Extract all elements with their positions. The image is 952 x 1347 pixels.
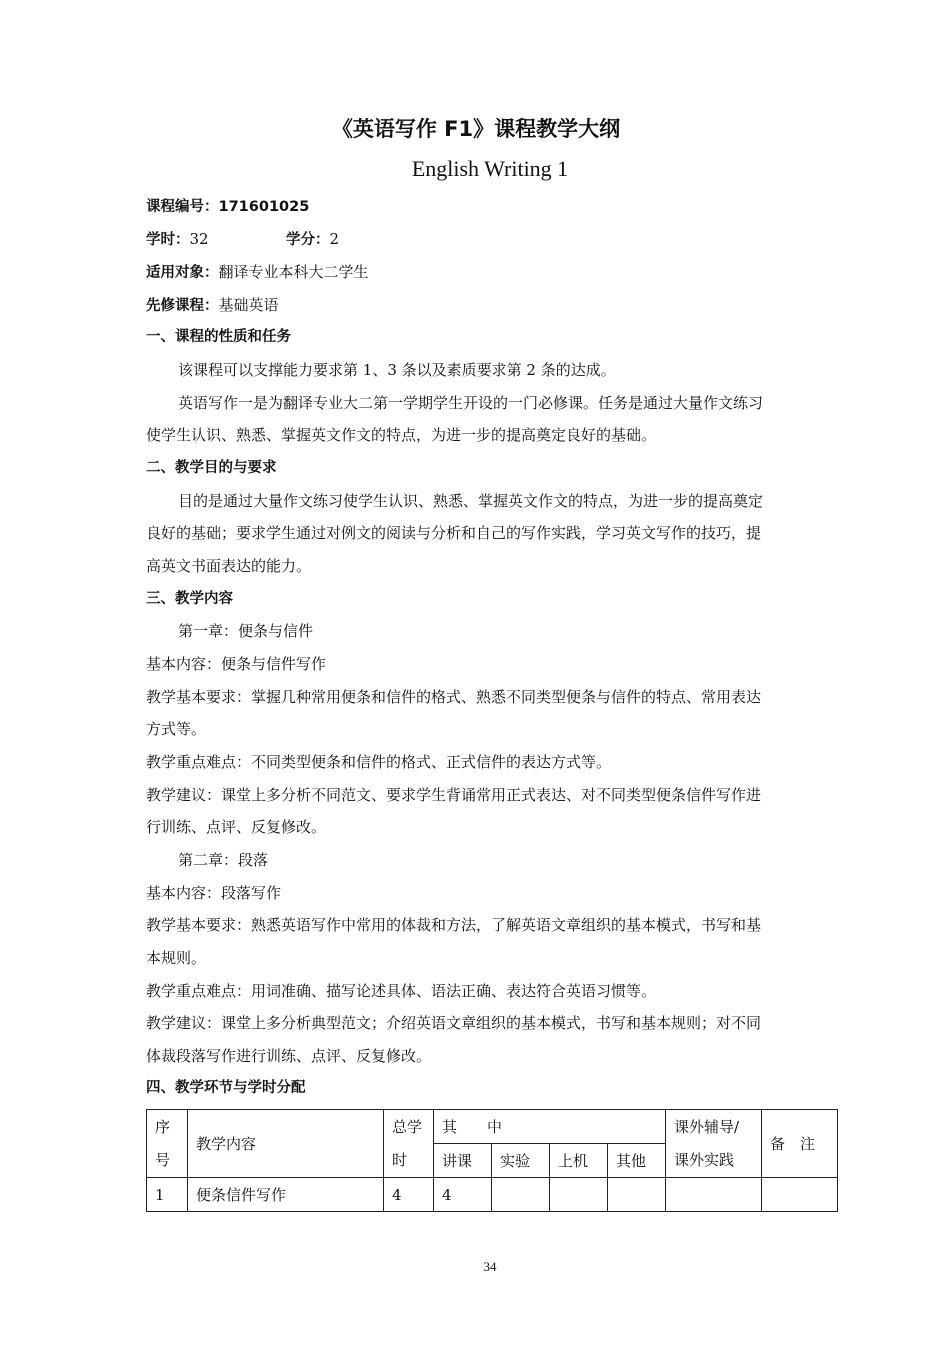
table-header-row-1 (147, 1110, 838, 1144)
chapter-1-req-line2: 方式等。 (146, 720, 207, 738)
doc-subtitle: English Writing 1 (411, 156, 569, 181)
hours-credit-line (146, 229, 340, 250)
section-4-heading: 四、教学环节与学时分配 (146, 1080, 306, 1096)
header-among: 其 中 (434, 1110, 666, 1144)
hours-table (146, 1109, 838, 1212)
prereq-line (146, 295, 279, 316)
course-code-value: 171601025 (218, 199, 310, 215)
header-total-hours: 总学 时 (384, 1110, 434, 1178)
cell-lab (492, 1178, 550, 1212)
credit-label: 学分： (286, 232, 330, 248)
cell-total: 4 (384, 1178, 434, 1212)
cell-other (608, 1178, 666, 1212)
prereq-label: 先修课程： (146, 298, 219, 314)
chapter-1-req-line1: 教学基本要求：掌握几种常用便条和信件的格式、熟悉不同类型便条与信件的特点、常用表达 (146, 688, 762, 706)
cell-extra (666, 1178, 762, 1212)
chapter-2-req-line1: 教学基本要求：熟悉英语写作中常用的体裁和方法，了解英语文章组织的基本模式，书写和基 (146, 916, 762, 934)
chapter-2-content: 基本内容：段落写作 (146, 884, 282, 902)
cell-lecture: 4 (434, 1178, 492, 1212)
header-extracurricular: 课外辅导/ 课外实践 (666, 1110, 762, 1178)
target-value: 翻译专业本科大二学生 (218, 263, 369, 281)
target-line (146, 262, 369, 283)
prereq-value: 基础英语 (218, 296, 279, 314)
target-label: 适用对象： (146, 265, 219, 281)
chapter-1-title: 第一章：便条与信件 (178, 622, 314, 640)
header-lab: 实验 (492, 1144, 550, 1178)
section-1-p1: 该课程可以支撑能力要求第 1、3 条以及素质要求第 2 条的达成。 (178, 361, 616, 379)
cell-content: 便条信件写作 (188, 1178, 384, 1212)
section-2-heading: 二、教学目的与要求 (146, 460, 277, 476)
cell-no: 1 (147, 1178, 188, 1212)
section-2-line2: 良好的基础；要求学生通过对例文的阅读与分析和自己的写作实践，学习英文写作的技巧，提 (146, 524, 762, 542)
chapter-1-adv-line2: 行训练、点评、反复修改。 (146, 818, 327, 836)
header-other: 其他 (608, 1144, 666, 1178)
chapter-2-req-line2: 本规则。 (146, 949, 207, 967)
section-3-heading: 三、教学内容 (146, 591, 233, 607)
section-1-p2-line2: 使学生认识、熟悉、掌握英文作文的特点，为进一步的提高奠定良好的基础。 (146, 426, 657, 444)
chapter-1-adv-line1: 教学建议：课堂上多分析不同范文、要求学生背诵常用正式表达、对不同类型便条信件写作进 (146, 786, 762, 804)
header-no: 序 号 (147, 1110, 188, 1178)
credit-group (286, 229, 339, 250)
section-2-line1: 目的是通过大量作文练习使学生认识、熟悉、掌握英文作文的特点，为进一步的提高奠定 (178, 492, 764, 510)
section-1-heading: 一、课程的性质和任务 (146, 329, 291, 345)
doc-title: 《英语写作 F1》课程教学大纲 (331, 117, 621, 141)
header-note: 备 注 (762, 1110, 838, 1178)
header-lecture: 讲课 (434, 1144, 492, 1178)
chapter-2-adv-line1: 教学建议：课堂上多分析典型范文；介绍英语文章组织的基本模式，书写和基本规则；对不同 (146, 1014, 762, 1032)
course-code-line (146, 196, 309, 217)
cell-computer (550, 1178, 608, 1212)
chapter-2-title: 第二章：段落 (178, 851, 269, 869)
chapter-2-key: 教学重点难点：用词准确、描写论述具体、语法正确、表达符合英语习惯等。 (146, 982, 657, 1000)
header-computer: 上机 (550, 1144, 608, 1178)
hours-label: 学时： (146, 232, 190, 248)
chapter-1-key: 教学重点难点：不同类型便条和信件的格式、正式信件的表达方式等。 (146, 753, 612, 771)
page-number: 34 (483, 1259, 497, 1274)
credit-value: 2 (329, 230, 340, 248)
cell-note (762, 1178, 838, 1212)
table-row (147, 1178, 838, 1212)
course-code-label: 课程编号： (146, 199, 219, 215)
header-content: 教学内容 (188, 1110, 384, 1178)
chapter-2-adv-line2: 体裁段落写作进行训练、点评、反复修改。 (146, 1047, 432, 1065)
section-2-line3: 高英文书面表达的能力。 (146, 557, 312, 575)
section-1-p2-line1: 英语写作一是为翻译专业大二第一学期学生开设的一门必修课。任务是通过大量作文练习 (178, 394, 764, 412)
chapter-1-content: 基本内容：便条与信件写作 (146, 655, 327, 673)
hours-value: 32 (189, 230, 209, 248)
